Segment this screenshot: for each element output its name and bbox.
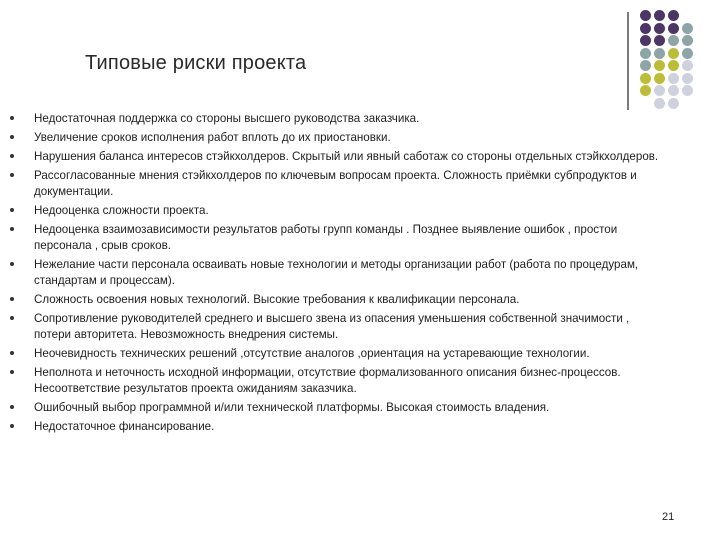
decorative-dot <box>682 60 693 71</box>
risk-list-item <box>0 419 720 435</box>
decorative-dot <box>654 35 665 46</box>
risk-text: Нарушения баланса интересов стэйкхолдеров. Скрытый или явный саботаж со стороны отдельных стэйкхолдеров. <box>34 150 659 163</box>
decorative-dot <box>640 48 651 59</box>
decorative-dot <box>668 23 679 34</box>
bullet-icon <box>10 370 14 374</box>
bullet-icon <box>10 135 14 139</box>
risk-text: Недооценка взаимозависимости результатов работы групп команды . Позднее выявление ошибок , простои персонала , срыв сроков. <box>34 223 618 252</box>
risk-list-item <box>0 149 720 165</box>
bullet-icon <box>10 208 14 212</box>
bullet-icon <box>10 405 14 409</box>
bullet-icon <box>10 297 14 301</box>
decorative-dot <box>682 85 693 96</box>
decorative-dot <box>654 60 665 71</box>
decorative-dot <box>668 48 679 59</box>
decorative-dot <box>668 60 679 71</box>
bullet-icon <box>10 173 14 177</box>
decorative-dot <box>654 98 665 109</box>
bullet-icon <box>10 316 14 320</box>
risk-list-item <box>0 400 720 416</box>
risk-list-item <box>0 365 720 397</box>
decorative-dot <box>682 73 693 84</box>
decorative-dot <box>640 10 651 21</box>
decorative-dot <box>654 73 665 84</box>
risk-text: Неполнота и неточность исходной информации, отсутствие формализованного описания бизнес-процессов. Несоответствие результатов проекта ожиданиям заказчика. <box>34 366 621 395</box>
bullet-icon <box>10 116 14 120</box>
risk-text: Недостаточное финансирование. <box>34 420 215 433</box>
risk-list-item <box>0 111 720 127</box>
risk-list-item <box>0 203 720 219</box>
decorative-dot <box>682 23 693 34</box>
slide-title: Типовые риски проекта <box>85 52 307 74</box>
bullet-icon <box>10 351 14 355</box>
risk-list-item <box>0 168 720 200</box>
risk-text: Нежелание части персонала осваивать новые технологии и методы организации работ (работа по процедурам, стандартам и процессам). <box>34 258 639 287</box>
risk-list-item <box>0 311 720 343</box>
decorative-dot <box>682 35 693 46</box>
risk-text: Неочевидность технических решений ,отсутствие аналогов ,ориентация на устаревающие технологии. <box>34 347 590 360</box>
decorative-dot <box>668 10 679 21</box>
risk-list-item <box>0 222 720 254</box>
bullet-icon <box>10 154 14 158</box>
decorative-dot <box>640 73 651 84</box>
decorative-dot <box>654 10 665 21</box>
risk-text: Сопротивление руководителей среднего и высшего звена из опасения уменьшения собственной значимости , потери авторитета. Невозможность внедрения системы. <box>34 312 630 341</box>
decorative-dot <box>654 85 665 96</box>
risk-list-item <box>0 257 720 289</box>
bullet-icon <box>10 227 14 231</box>
risk-list <box>0 111 720 438</box>
decorative-dot <box>668 98 679 109</box>
decorative-dot <box>640 85 651 96</box>
decorative-dot <box>668 85 679 96</box>
decorative-dot <box>668 73 679 84</box>
decorative-dot <box>668 35 679 46</box>
risk-text: Недостаточная поддержка со стороны высшего руководства заказчика. <box>34 112 420 125</box>
risk-text: Рассогласованные мнения стэйкхолдеров по ключевым вопросам проекта. Сложность приёмки субпродуктов и документации. <box>34 169 637 198</box>
risk-text: Сложность освоения новых технологий. Высокие требования к квалификации персонала. <box>34 293 520 306</box>
decorative-dot <box>640 35 651 46</box>
bullet-icon <box>10 424 14 428</box>
risk-text: Увеличение сроков исполнения работ вплоть до их приостановки. <box>34 131 391 144</box>
page-number: 21 <box>662 511 675 523</box>
risk-list-item <box>0 130 720 146</box>
decorative-dot <box>640 60 651 71</box>
decorative-dot <box>654 48 665 59</box>
risk-list-item <box>0 292 720 308</box>
bullet-icon <box>10 262 14 266</box>
risk-text: Недооценка сложности проекта. <box>34 204 209 217</box>
decorative-dot <box>640 23 651 34</box>
risk-list-item <box>0 346 720 362</box>
decorative-divider <box>627 12 629 110</box>
decorative-dot-grid <box>640 10 720 120</box>
decorative-dot <box>682 48 693 59</box>
decorative-dot <box>654 23 665 34</box>
risk-text: Ошибочный выбор программной и/или технической платформы. Высокая стоимость владения. <box>34 401 550 414</box>
